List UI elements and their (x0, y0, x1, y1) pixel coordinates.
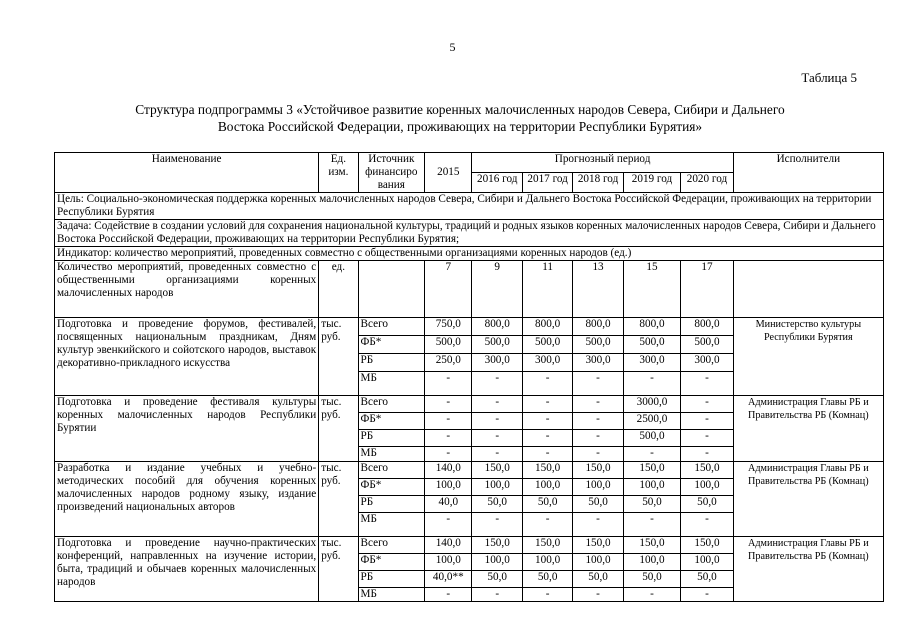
activity-unit: тыс. руб. (319, 537, 358, 602)
funding-value: 150,0 (573, 537, 623, 554)
funding-source: Всего (358, 318, 425, 336)
funding-source: ФБ* (358, 413, 425, 430)
funding-value: 100,0 (681, 479, 733, 496)
indicator-values-row (55, 261, 884, 318)
funding-source: МБ (358, 513, 425, 537)
activity-name: Подготовка и проведение фестиваля культуры коренных малочисленных народов Республики Бурятии (55, 396, 319, 462)
funding-value: 50,0 (573, 496, 623, 513)
funding-value: 300,0 (681, 354, 733, 372)
funding-value: 300,0 (522, 354, 572, 372)
activity-name: Подготовка и проведение форумов, фестивалей, посвященных национальным праздникам, Дням культур эвенкийского и сойотского народов, выставок декоративно-прикладного искусства (55, 318, 319, 396)
funding-value: 140,0 (425, 462, 472, 479)
funding-value: 300,0 (623, 354, 680, 372)
funding-value: 50,0 (522, 496, 572, 513)
funding-source: Всего (358, 462, 425, 479)
funding-value: 150,0 (681, 462, 733, 479)
goal-text: Цель: Социально-экономическая поддержка коренных малочисленных народов Севера, Сибири и Дальнего Востока Российской Федерации, проживающих на территории Республики Бурятия (55, 193, 884, 220)
funding-value: 50,0 (623, 496, 680, 513)
funding-value: - (425, 372, 472, 396)
funding-value: - (573, 430, 623, 447)
activity-name: Подготовка и проведение научно-практических конференций, направленных на изучение истории, быта, традиций и обычаев коренных малочисленных народов (55, 537, 319, 602)
funding-source: ФБ* (358, 336, 425, 354)
funding-value: - (681, 513, 733, 537)
funding-value: - (623, 447, 680, 462)
funding-value: 150,0 (623, 462, 680, 479)
funding-value: 100,0 (681, 554, 733, 571)
funding-value: - (573, 588, 623, 602)
funding-source: ФБ* (358, 479, 425, 496)
header-name: Наименование (55, 153, 319, 193)
funding-value: - (681, 447, 733, 462)
header-year: 2017 год (522, 173, 572, 193)
indicator-value: 9 (472, 261, 522, 318)
indicator-name: Количество мероприятий, проведенных совместно с общественными организациями коренных малочисленных народов (55, 261, 319, 318)
funding-source: МБ (358, 588, 425, 602)
funding-value: 500,0 (522, 336, 572, 354)
activity-row (55, 318, 884, 336)
funding-value: - (472, 430, 522, 447)
funding-value: - (522, 513, 572, 537)
header-year: 2019 год (623, 173, 680, 193)
funding-source: Всего (358, 537, 425, 554)
activity-unit: тыс. руб. (319, 462, 358, 537)
funding-value: - (573, 413, 623, 430)
funding-value: - (522, 372, 572, 396)
funding-value: - (472, 372, 522, 396)
activity-executor: Администрация Главы РБ и Правительства РБ (Комнац) (733, 396, 883, 462)
funding-value: 100,0 (425, 479, 472, 496)
funding-value: - (681, 430, 733, 447)
table-caption (60, 101, 860, 135)
funding-value: 100,0 (573, 479, 623, 496)
funding-value: 800,0 (623, 318, 680, 336)
goal-row (55, 193, 884, 220)
funding-value: 500,0 (573, 336, 623, 354)
header-executors: Исполнители (733, 153, 883, 193)
header-row (55, 153, 884, 173)
indicator-value: 15 (623, 261, 680, 318)
task-row (55, 220, 884, 247)
activity-row (55, 462, 884, 479)
funding-value: 100,0 (472, 554, 522, 571)
funding-source: Всего (358, 396, 425, 413)
table-label: Таблица 5 (801, 70, 857, 85)
indicator-value: 17 (681, 261, 733, 318)
funding-value: - (681, 588, 733, 602)
indicator-text: Индикатор: количество мероприятий, проведенных совместно с общественными организациями коренных народов (ед.) (55, 247, 884, 261)
funding-value: 150,0 (472, 462, 522, 479)
header-year: 2020 год (681, 173, 733, 193)
funding-value: 800,0 (522, 318, 572, 336)
funding-value: 100,0 (522, 479, 572, 496)
funding-value: 140,0 (425, 537, 472, 554)
funding-value: - (522, 588, 572, 602)
indicator-row (55, 247, 884, 261)
funding-value: - (425, 447, 472, 462)
funding-value: 50,0 (472, 571, 522, 588)
funding-value: - (623, 372, 680, 396)
funding-value: - (522, 396, 572, 413)
activity-row (55, 396, 884, 413)
funding-value: 500,0 (623, 336, 680, 354)
activity-unit: тыс. руб. (319, 318, 358, 396)
funding-value: 150,0 (623, 537, 680, 554)
activity-unit: тыс. руб. (319, 396, 358, 462)
funding-source: ФБ* (358, 554, 425, 571)
funding-value: - (425, 396, 472, 413)
funding-value: - (522, 447, 572, 462)
funding-value: 800,0 (573, 318, 623, 336)
indicator-value: 7 (425, 261, 472, 318)
funding-value: 100,0 (623, 554, 680, 571)
funding-value: 500,0 (681, 336, 733, 354)
funding-value: - (472, 588, 522, 602)
funding-value: 50,0 (522, 571, 572, 588)
funding-value: 500,0 (623, 430, 680, 447)
funding-value: - (472, 396, 522, 413)
funding-value: - (472, 513, 522, 537)
activity-name: Разработка и издание учебных и учебно-методических пособий для обучения коренных малочисленных народов родному языку, издание произведений национальных авторов (55, 462, 319, 537)
header-unit: Ед. изм. (319, 153, 358, 193)
funding-value: 800,0 (472, 318, 522, 336)
funding-value: - (425, 513, 472, 537)
funding-value: - (573, 396, 623, 413)
funding-source: РБ (358, 354, 425, 372)
caption-line-2: Востока Российской Федерации, проживающих на территории Республики Бурятия» (217, 119, 703, 134)
funding-value: 50,0 (472, 496, 522, 513)
funding-value: 500,0 (425, 336, 472, 354)
funding-source: МБ (358, 447, 425, 462)
funding-value: 50,0 (573, 571, 623, 588)
header-year: 2018 год (573, 173, 623, 193)
funding-value: 150,0 (681, 537, 733, 554)
funding-source: РБ (358, 496, 425, 513)
indicator-executor (733, 261, 883, 318)
funding-value: 50,0 (681, 571, 733, 588)
funding-value: 50,0 (681, 496, 733, 513)
funding-value: 100,0 (472, 479, 522, 496)
funding-value: 800,0 (681, 318, 733, 336)
funding-value: 100,0 (425, 554, 472, 571)
funding-value: 750,0 (425, 318, 472, 336)
funding-value: - (425, 413, 472, 430)
funding-value: 100,0 (623, 479, 680, 496)
activity-executor: Министерство культуры Республики Бурятия (733, 318, 883, 396)
funding-value: 100,0 (522, 554, 572, 571)
indicator-value: 11 (522, 261, 572, 318)
funding-value: - (522, 430, 572, 447)
indicator-value: 13 (573, 261, 623, 318)
funding-value: - (623, 588, 680, 602)
funding-value: 50,0 (623, 571, 680, 588)
funding-value: - (425, 430, 472, 447)
funding-value: 500,0 (472, 336, 522, 354)
funding-source: РБ (358, 430, 425, 447)
funding-value: 300,0 (472, 354, 522, 372)
funding-value: - (573, 513, 623, 537)
page-number: 5 (449, 40, 456, 54)
funding-value: 3000,0 (623, 396, 680, 413)
header-source: Источник финансиро вания (358, 153, 425, 193)
funding-value: 300,0 (573, 354, 623, 372)
caption-line-1: Структура подпрограммы 3 «Устойчивое развитие коренных малочисленных народов Севера, Сибири и Дальнего (135, 102, 785, 117)
activity-executor: Администрация Главы РБ и Правительства РБ (Комнац) (733, 537, 883, 602)
header-forecast: Прогнозный период (472, 153, 733, 173)
funding-value: - (573, 447, 623, 462)
funding-value: 40,0** (425, 571, 472, 588)
funding-value: 250,0 (425, 354, 472, 372)
funding-value: 2500,0 (623, 413, 680, 430)
funding-value: - (522, 413, 572, 430)
header-year: 2016 год (472, 173, 522, 193)
funding-value: 150,0 (522, 462, 572, 479)
funding-value: - (472, 413, 522, 430)
activity-row (55, 537, 884, 554)
activity-executor: Администрация Главы РБ и Правительства РБ (Комнац) (733, 462, 883, 537)
funding-value: - (573, 372, 623, 396)
header-2015: 2015 (425, 153, 472, 193)
funding-value: - (472, 447, 522, 462)
indicator-unit: ед. (319, 261, 358, 318)
funding-value: - (681, 372, 733, 396)
funding-source: РБ (358, 571, 425, 588)
funding-value: 150,0 (573, 462, 623, 479)
funding-value: - (425, 588, 472, 602)
funding-value: 150,0 (472, 537, 522, 554)
funding-value: - (681, 413, 733, 430)
funding-value: - (623, 513, 680, 537)
indicator-source (358, 261, 425, 318)
funding-value: 150,0 (522, 537, 572, 554)
funding-value: 40,0 (425, 496, 472, 513)
task-text: Задача: Содействие в создании условий для сохранения национальной культуры, традиций и родных языков коренных малочисленных народов Севера, Сибири и Дальнего Востока Российской Федерации, проживающих на территории Республики Бурятия; (55, 220, 884, 247)
funding-value: - (681, 396, 733, 413)
subprogram-table (54, 152, 884, 602)
funding-source: МБ (358, 372, 425, 396)
funding-value: 100,0 (573, 554, 623, 571)
